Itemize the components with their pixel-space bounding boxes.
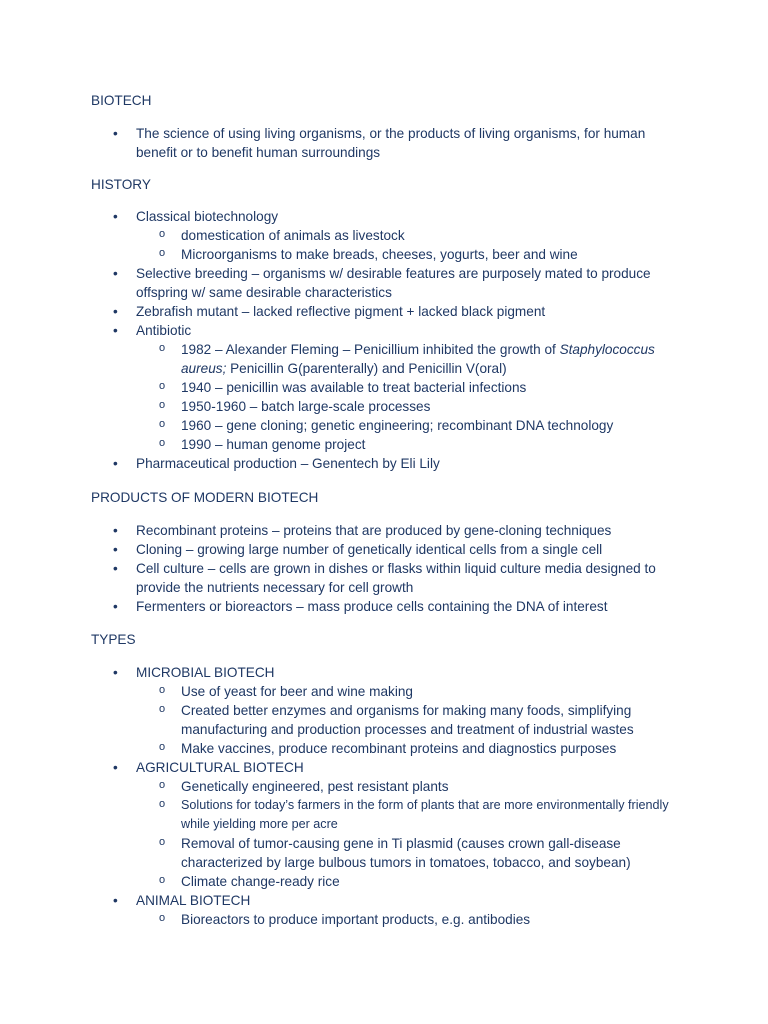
sublist-item: o domestication of animals as livestock (136, 226, 671, 245)
sublist-item: o 1990 – human genome project (136, 435, 671, 454)
classical-sublist (136, 226, 671, 264)
sublist-item: o Bioreactors to produce important products, e.g. antibodies (136, 910, 671, 929)
biotech-list (91, 124, 671, 162)
list-item-selective-breeding: • Selective breeding – organisms w/ desirable features are purposely mated to produce offspring w/ same desirable characteristics (91, 264, 671, 302)
sublist-item: o Removal of tumor-causing gene in Ti plasmid (causes crown gall-disease characterized by large bulbous tumors in tomatoes, tobacco, and soybean) (136, 834, 671, 872)
list-item-classical: • Classical biotechnology o domestication of animals as livestock o Microorganisms to make breads, cheeses, yogurts, beer and wine (91, 207, 671, 264)
history-list (91, 207, 671, 473)
list-item: • Cloning – growing large number of genetically identical cells from a single cell (91, 540, 671, 559)
heading-products: PRODUCTS OF MODERN BIOTECH (91, 490, 319, 505)
sublist-item: o 1940 – penicillin was available to treat bacterial infections (136, 378, 671, 397)
sublist-item: o Created better enzymes and organisms for making many foods, simplifying manufacturing and production processes and treatment of industrial wastes (136, 701, 671, 739)
list-item: • Recombinant proteins – proteins that are produced by gene-cloning techniques (91, 521, 671, 540)
list-item: • Fermenters or bioreactors – mass produce cells containing the DNA of interest (91, 597, 671, 616)
sublist-item: o Use of yeast for beer and wine making (136, 682, 671, 701)
sublist-item-fleming: o 1982 – Alexander Fleming – Penicillium inhibited the growth of Staphylococcus aureus; Penicillin G(parenterally) and Penicillin V(oral) (136, 340, 671, 378)
sublist-item: o Microorganisms to make breads, cheeses, yogurts, beer and wine (136, 245, 671, 264)
antibiotic-sublist (136, 340, 671, 454)
sublist-item: o Make vaccines, produce recombinant proteins and diagnostics purposes (136, 739, 671, 758)
species-name: Staphylococcus aureus; (181, 342, 655, 376)
heading-types: TYPES (91, 632, 136, 647)
animal-sublist (136, 910, 671, 929)
agricultural-sublist (136, 777, 671, 891)
list-item-zebrafish: • Zebrafish mutant – lacked reflective pigment + lacked black pigment (91, 302, 671, 321)
microbial-sublist (136, 682, 671, 758)
heading-history: HISTORY (91, 177, 151, 192)
products-list (91, 521, 671, 616)
sublist-item: o 1950-1960 – batch large-scale processes (136, 397, 671, 416)
sublist-item: o Genetically engineered, pest resistant plants (136, 777, 671, 796)
list-item: • Cell culture – cells are grown in dishes or flasks within liquid culture media designed to provide the nutrients necessary for cell growth (91, 559, 671, 597)
list-item-microbial: • MICROBIAL BIOTECH o Use of yeast for beer and wine making o Created better enzymes and organisms for making many foods, simplifying manufacturing and production processes and treatment of industrial wastes o Make vaccines, produce recombinant proteins and diagnostics purposes (91, 663, 671, 758)
types-list (91, 663, 671, 929)
sublist-item: o Solutions for today’s farmers in the form of plants that are more environmentally friendly while yielding more per acre (136, 796, 671, 834)
list-item-agricultural: • AGRICULTURAL BIOTECH o Genetically engineered, pest resistant plants o Solutions for today’s farmers in the form of plants that are more environmentally friendly while yielding more per acre o Removal of tumor-causing gene in Ti plasmid (causes crown gall-disease characterized by large bulbous tumors in tomatoes, tobacco, and soybean) o Climate change-ready rice (91, 758, 671, 891)
list-item-pharmaceutical: • Pharmaceutical production – Genentech by Eli Lily (91, 454, 671, 473)
heading-biotech: BIOTECH (91, 93, 152, 108)
list-item: • The science of using living organisms, or the products of living organisms, for human benefit or to benefit human surroundings (91, 124, 671, 162)
sublist-item: o 1960 – gene cloning; genetic engineering; recombinant DNA technology (136, 416, 671, 435)
sublist-item: o Climate change-ready rice (136, 872, 671, 891)
list-item-antibiotic: • Antibiotic o 1982 – Alexander Fleming – Penicillium inhibited the growth of Staphylococcus aureus; Penicillin G(parenterally) and Penicillin V(oral) o 1940 – penicillin was available to treat bacterial infections o 1950-1960 – batch large-scale processes o 1960 – gene cloning; genetic engineering; recombinant DNA technology o 1990 – human genome project (91, 321, 671, 454)
list-item-animal: • ANIMAL BIOTECH o Bioreactors to produce important products, e.g. antibodies (91, 891, 671, 929)
